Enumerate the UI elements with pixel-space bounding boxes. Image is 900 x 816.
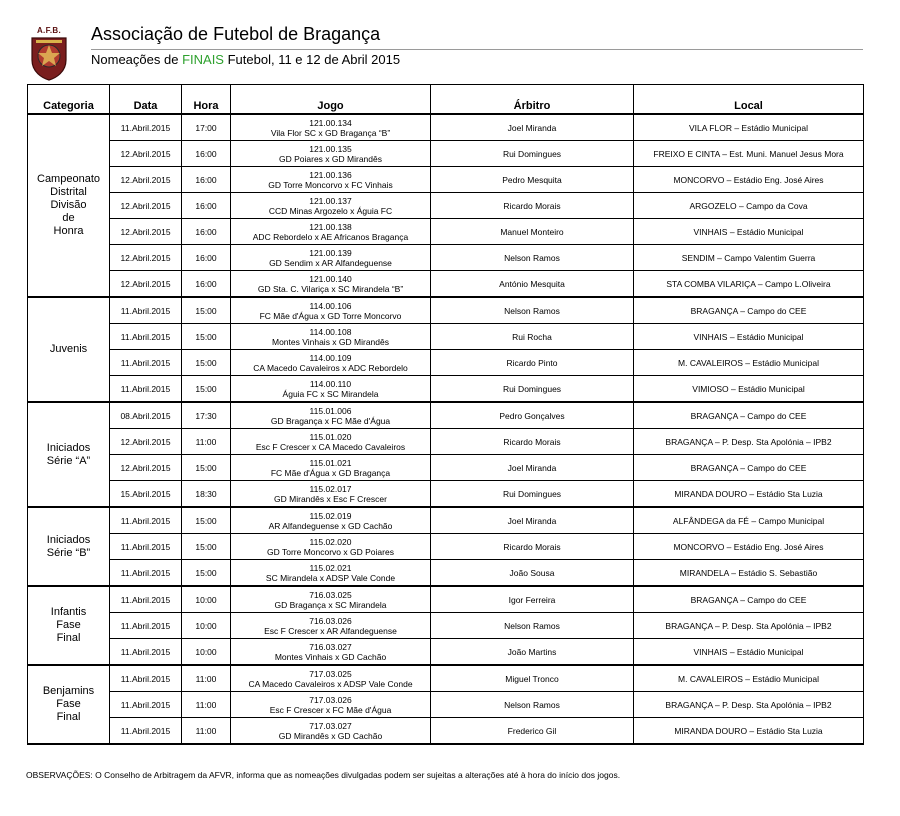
match-teams: GD Mirandês x GD Cachão: [278, 730, 383, 741]
match-cell: [231, 507, 431, 534]
referee-cell: Frederico Gil: [431, 718, 634, 745]
date-cell: 15.Abril.2015: [110, 481, 182, 508]
referee-cell: Ricardo Morais: [431, 429, 634, 455]
title-divider: [91, 49, 863, 50]
match-teams: GD Bragança x SC Mirandela: [274, 599, 387, 610]
subtitle-prefix: Nomeações de: [91, 52, 179, 67]
date-cell: 12.Abril.2015: [110, 167, 182, 193]
match-cell: [231, 245, 431, 271]
table-row: [28, 507, 864, 534]
referee-cell: João Sousa: [431, 560, 634, 587]
venue-cell: MONCORVO – Estádio Eng. José Aires: [634, 534, 864, 560]
time-cell: 11:00: [182, 692, 231, 718]
referee-cell: Joel Miranda: [431, 507, 634, 534]
match-cell: [231, 350, 431, 376]
match-teams: GD Torre Moncorvo x GD Poiares: [267, 546, 394, 557]
match-teams: GD Poiares x GD Mirandês: [279, 153, 382, 164]
referee-cell: Pedro Mesquita: [431, 167, 634, 193]
time-cell: 11:00: [182, 665, 231, 692]
match-cell: [231, 271, 431, 298]
table-row: [28, 297, 864, 324]
table-row: [28, 376, 864, 403]
date-cell: 12.Abril.2015: [110, 271, 182, 298]
venue-cell: ALFÂNDEGA da FÉ – Campo Municipal: [634, 507, 864, 534]
venue-cell: BRAGANÇA – P. Desp. Sta Apolónia – IPB2: [634, 429, 864, 455]
venue-cell: VINHAIS – Estádio Municipal: [634, 324, 864, 350]
category-cell: [28, 586, 110, 665]
match-code: 121.00.137: [309, 195, 352, 206]
venue-cell: MIRANDA DOURO – Estádio Sta Luzia: [634, 718, 864, 745]
date-cell: 12.Abril.2015: [110, 429, 182, 455]
date-cell: 12.Abril.2015: [110, 219, 182, 245]
venue-cell: FREIXO E CINTA – Est. Muni. Manuel Jesus Mora: [634, 141, 864, 167]
venue-cell: MIRANDA DOURO – Estádio Sta Luzia: [634, 481, 864, 508]
time-cell: 10:00: [182, 639, 231, 666]
subtitle-highlight: FINAIS: [182, 52, 224, 67]
table-row: [28, 560, 864, 587]
date-cell: 12.Abril.2015: [110, 245, 182, 271]
table-row: [28, 350, 864, 376]
match-code: 716.03.026: [309, 615, 352, 626]
table-row: [28, 271, 864, 298]
time-cell: 18:30: [182, 481, 231, 508]
table-row: [28, 613, 864, 639]
match-teams: Esc F Crescer x AR Alfandeguense: [264, 625, 397, 636]
table-row: [28, 718, 864, 745]
date-cell: 11.Abril.2015: [110, 534, 182, 560]
match-teams: GD Mirandês x Esc F Crescer: [274, 493, 387, 504]
match-code: 115.01.020: [309, 431, 352, 442]
match-cell: [231, 141, 431, 167]
date-cell: 11.Abril.2015: [110, 639, 182, 666]
venue-cell: M. CAVALEIROS – Estádio Municipal: [634, 350, 864, 376]
referee-cell: Rui Domingues: [431, 141, 634, 167]
match-cell: [231, 613, 431, 639]
time-cell: 15:00: [182, 297, 231, 324]
schedule-body: [28, 114, 864, 744]
table-header-row: [28, 85, 864, 115]
match-teams: Vila Flor SC x GD Bragança “B”: [270, 127, 391, 138]
referee-cell: Ricardo Morais: [431, 534, 634, 560]
match-code: 115.01.006: [309, 405, 352, 416]
category-line: Série “B”: [46, 546, 91, 559]
match-teams: GD Sendim x AR Alfandeguense: [269, 257, 392, 268]
observations-note: OBSERVAÇÕES: O Conselho de Arbitragem da AFVR, informa que as nomeações divulgadas podem ser sujeitas a alterações até à hora do início dos jogos.: [26, 770, 621, 780]
time-cell: 16:00: [182, 245, 231, 271]
match-teams: CCD Minas Argozelo x Águia FC: [268, 205, 393, 216]
match-teams: Águia FC x SC Mirandela: [282, 388, 379, 399]
col-header-categoria: Categoria: [28, 85, 110, 115]
table-row: [28, 219, 864, 245]
category-line: Honra: [53, 225, 84, 237]
match-cell: [231, 718, 431, 745]
time-cell: 15:00: [182, 507, 231, 534]
date-cell: 11.Abril.2015: [110, 613, 182, 639]
match-code: 717.03.027: [309, 720, 352, 731]
table-row: [28, 692, 864, 718]
referee-cell: Nelson Ramos: [431, 297, 634, 324]
match-cell: [231, 114, 431, 141]
referee-cell: Joel Miranda: [431, 455, 634, 481]
subtitle-suffix: Futebol, 11 e 12 de Abril 2015: [227, 52, 401, 67]
match-code: 115.01.021: [309, 457, 352, 468]
date-cell: 12.Abril.2015: [110, 455, 182, 481]
match-code: 121.00.134: [309, 117, 352, 128]
date-cell: 11.Abril.2015: [110, 324, 182, 350]
category-line: Fase: [56, 619, 81, 631]
time-cell: 16:00: [182, 167, 231, 193]
time-cell: 16:00: [182, 219, 231, 245]
match-cell: [231, 665, 431, 692]
match-teams: FC Mãe d'Água x GD Torre Moncorvo: [259, 310, 402, 321]
venue-cell: BRAGANÇA – P. Desp. Sta Apolónia – IPB2: [634, 692, 864, 718]
category-cell: [28, 114, 110, 297]
time-cell: 10:00: [182, 586, 231, 613]
referee-cell: João Martins: [431, 639, 634, 666]
referee-cell: Pedro Gonçalves: [431, 402, 634, 429]
venue-cell: BRAGANÇA – Campo do CEE: [634, 455, 864, 481]
page-title: Associação de Futebol de Bragança: [91, 24, 381, 44]
match-teams: ADC Rebordelo x AE Africanos Bragança: [252, 231, 409, 242]
table-row: [28, 586, 864, 613]
schedule-table: [27, 84, 864, 745]
category-cell: [28, 665, 110, 744]
venue-cell: MIRANDELA – Estádio S. Sebastião: [634, 560, 864, 587]
table-row: [28, 534, 864, 560]
date-cell: 11.Abril.2015: [110, 350, 182, 376]
category-line: Divisão: [50, 199, 87, 211]
category-line: Final: [56, 632, 81, 644]
match-cell: [231, 376, 431, 403]
col-header-arbitro: Árbitro: [431, 85, 634, 115]
match-teams: Esc F Crescer x FC Mãe d'Água: [269, 704, 392, 715]
date-cell: 11.Abril.2015: [110, 692, 182, 718]
time-cell: 17:30: [182, 402, 231, 429]
match-code: 115.02.020: [309, 536, 352, 547]
match-cell: [231, 455, 431, 481]
match-teams: FC Mãe d'Água x GD Bragança: [270, 467, 391, 478]
col-header-jogo: Jogo: [231, 85, 431, 115]
venue-cell: MONCORVO – Estádio Eng. José Aires: [634, 167, 864, 193]
match-code: 114.00.109: [309, 352, 352, 363]
referee-cell: Igor Ferreira: [431, 586, 634, 613]
match-code: 114.00.108: [309, 326, 352, 337]
col-header-data: Data: [110, 85, 182, 115]
category-line: Infantis: [50, 606, 87, 618]
time-cell: 16:00: [182, 193, 231, 219]
venue-cell: SENDIM – Campo Valentim Guerra: [634, 245, 864, 271]
venue-cell: M. CAVALEIROS – Estádio Municipal: [634, 665, 864, 692]
match-cell: [231, 560, 431, 587]
time-cell: 15:00: [182, 455, 231, 481]
match-cell: [231, 586, 431, 613]
table-row: [28, 324, 864, 350]
match-teams: GD Torre Moncorvo x FC Vinhais: [268, 179, 393, 190]
category-line: Iniciados: [46, 441, 91, 454]
date-cell: 11.Abril.2015: [110, 297, 182, 324]
table-row: [28, 402, 864, 429]
page-subtitle: [91, 52, 400, 67]
date-cell: 11.Abril.2015: [110, 718, 182, 745]
category-line: de: [62, 212, 75, 224]
venue-cell: ARGOZELO – Campo da Cova: [634, 193, 864, 219]
col-header-hora: Hora: [182, 85, 231, 115]
table-row: [28, 193, 864, 219]
match-code: 121.00.139: [309, 247, 352, 258]
match-cell: [231, 429, 431, 455]
match-teams: SC Mirandela x ADSP Vale Conde: [265, 572, 396, 583]
venue-cell: BRAGANÇA – P. Desp. Sta Apolónia – IPB2: [634, 613, 864, 639]
match-code: 121.00.140: [309, 273, 352, 284]
match-cell: [231, 402, 431, 429]
logo-lettering: A.F.B.: [36, 26, 62, 35]
venue-cell: BRAGANÇA – Campo do CEE: [634, 586, 864, 613]
match-teams: AR Alfandeguense x GD Cachão: [268, 520, 393, 531]
venue-cell: STA COMBA VILARIÇA – Campo L.Oliveira: [634, 271, 864, 298]
table-row: [28, 429, 864, 455]
date-cell: 11.Abril.2015: [110, 586, 182, 613]
match-cell: [231, 481, 431, 508]
match-cell: [231, 297, 431, 324]
date-cell: 11.Abril.2015: [110, 507, 182, 534]
match-cell: [231, 692, 431, 718]
time-cell: 17:00: [182, 114, 231, 141]
table-row: [28, 481, 864, 508]
referee-cell: Nelson Ramos: [431, 692, 634, 718]
date-cell: 11.Abril.2015: [110, 376, 182, 403]
match-code: 121.00.138: [309, 221, 352, 232]
date-cell: 08.Abril.2015: [110, 402, 182, 429]
date-cell: 11.Abril.2015: [110, 665, 182, 692]
category-cell: [28, 402, 110, 507]
time-cell: 15:00: [182, 324, 231, 350]
match-code: 717.03.026: [309, 694, 352, 705]
match-code: 114.00.110: [309, 378, 352, 389]
col-header-local: Local: [634, 85, 864, 115]
time-cell: 11:00: [182, 718, 231, 745]
date-cell: 11.Abril.2015: [110, 560, 182, 587]
match-teams: GD Bragança x FC Mãe d'Água: [270, 415, 391, 426]
match-teams: CA Macedo Cavaleiros x ADC Rebordelo: [253, 362, 408, 373]
match-cell: [231, 193, 431, 219]
table-row: [28, 665, 864, 692]
referee-cell: Rui Rocha: [431, 324, 634, 350]
time-cell: 15:00: [182, 560, 231, 587]
venue-cell: BRAGANÇA – Campo do CEE: [634, 402, 864, 429]
date-cell: 12.Abril.2015: [110, 141, 182, 167]
referee-cell: Ricardo Morais: [431, 193, 634, 219]
match-code: 114.00.106: [309, 300, 352, 311]
venue-cell: BRAGANÇA – Campo do CEE: [634, 297, 864, 324]
match-code: 717.03.025: [309, 668, 352, 679]
venue-cell: VIMIOSO – Estádio Municipal: [634, 376, 864, 403]
time-cell: 15:00: [182, 534, 231, 560]
category-line: Juvenis: [49, 343, 88, 355]
referee-cell: António Mesquita: [431, 271, 634, 298]
table-row: [28, 639, 864, 666]
match-code: 716.03.027: [309, 641, 352, 652]
match-code: 115.02.017: [309, 483, 352, 494]
referee-cell: Rui Domingues: [431, 481, 634, 508]
venue-cell: VINHAIS – Estádio Municipal: [634, 219, 864, 245]
time-cell: 10:00: [182, 613, 231, 639]
time-cell: 16:00: [182, 271, 231, 298]
referee-cell: Nelson Ramos: [431, 613, 634, 639]
match-cell: [231, 534, 431, 560]
match-code: 115.02.021: [309, 562, 352, 573]
category-cell: [28, 297, 110, 402]
category-line: Fase: [56, 698, 81, 710]
match-code: 716.03.025: [309, 589, 352, 600]
time-cell: 16:00: [182, 141, 231, 167]
match-code: 115.02.019: [309, 510, 352, 521]
time-cell: 15:00: [182, 376, 231, 403]
category-line: Distrital: [50, 186, 87, 198]
category-line: Final: [56, 711, 81, 723]
category-line: Benjamins: [42, 685, 95, 697]
match-teams: Montes Vinhais x GD Mirandês: [271, 336, 389, 347]
time-cell: 11:00: [182, 429, 231, 455]
match-teams: GD Sta. C. Vilariça x SC Mirandela “B”: [257, 283, 404, 294]
table-row: [28, 245, 864, 271]
table-row: [28, 455, 864, 481]
venue-cell: VINHAIS – Estádio Municipal: [634, 639, 864, 666]
table-row: [28, 167, 864, 193]
table-row: [28, 114, 864, 141]
time-cell: 15:00: [182, 350, 231, 376]
afb-logo: [28, 26, 70, 82]
match-teams: Esc F Crescer x CA Macedo Cavaleiros: [255, 441, 406, 452]
referee-cell: Manuel Monteiro: [431, 219, 634, 245]
referee-cell: Nelson Ramos: [431, 245, 634, 271]
referee-cell: Rui Domingues: [431, 376, 634, 403]
match-cell: [231, 167, 431, 193]
referee-cell: Miguel Tronco: [431, 665, 634, 692]
match-cell: [231, 639, 431, 666]
referee-cell: Ricardo Pinto: [431, 350, 634, 376]
table-row: [28, 141, 864, 167]
match-teams: CA Macedo Cavaleiros x ADSP Vale Conde: [248, 678, 413, 689]
category-line: Iniciados: [46, 533, 91, 546]
category-cell: [28, 507, 110, 586]
match-cell: [231, 219, 431, 245]
date-cell: 11.Abril.2015: [110, 114, 182, 141]
category-line: Campeonato: [37, 173, 100, 185]
match-code: 121.00.136: [309, 169, 352, 180]
match-teams: Montes Vinhais x GD Cachão: [274, 651, 387, 662]
venue-cell: VILA FLOR – Estádio Municipal: [634, 114, 864, 141]
referee-cell: Joel Miranda: [431, 114, 634, 141]
category-line: Série “A”: [46, 454, 91, 467]
match-code: 121.00.135: [309, 143, 352, 154]
date-cell: 12.Abril.2015: [110, 193, 182, 219]
match-cell: [231, 324, 431, 350]
